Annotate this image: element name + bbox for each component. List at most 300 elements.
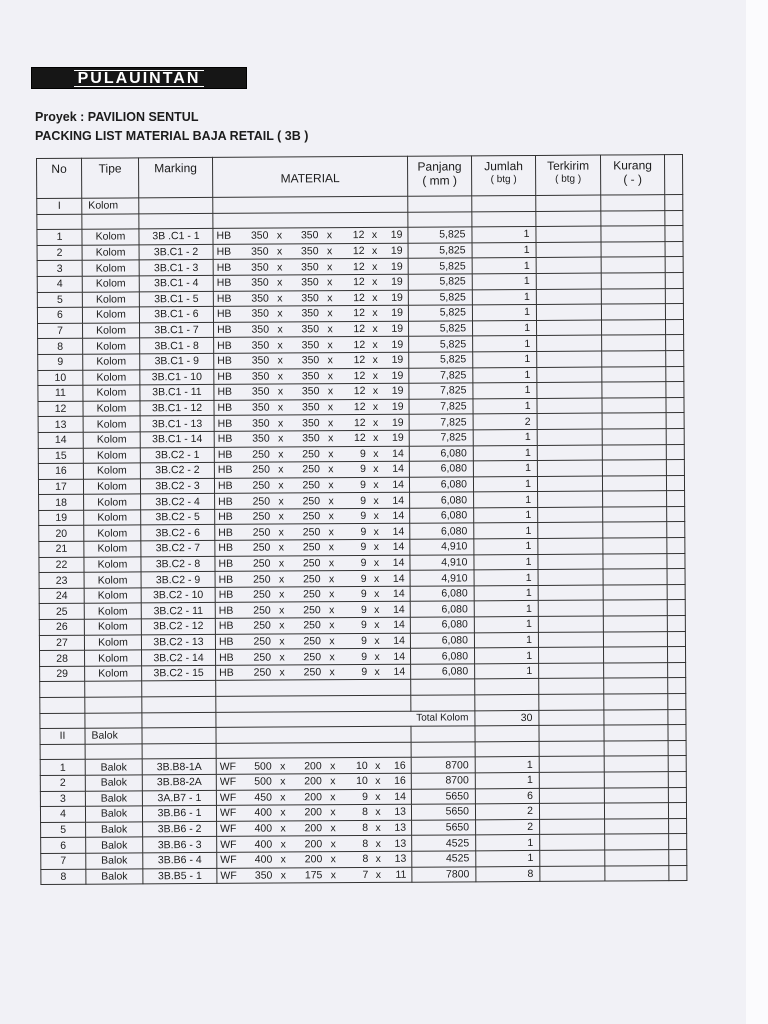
packing-list-table	[36, 154, 687, 885]
cell-terkirim	[536, 226, 601, 242]
cell-kurang	[601, 226, 665, 242]
cell-no: 6	[41, 838, 86, 854]
cell-marking: 3B.C1 - 9	[140, 353, 214, 369]
cell-no: 8	[41, 869, 86, 885]
cell-terkirim	[538, 507, 603, 523]
cell-jumlah: 1	[475, 772, 539, 788]
cell-terkirim	[537, 398, 602, 414]
cell-material: HB 250 x 250 x 9 x 14	[214, 477, 409, 494]
cell-no: 18	[39, 494, 84, 510]
cell-panjang: 6,080	[410, 508, 474, 524]
cell-material: WF 450 x 200 x 9 x 14	[216, 789, 411, 806]
cell-marking: 3B.C2 - 10	[141, 587, 215, 603]
cell-blank	[665, 241, 683, 257]
cell-marking: 3B.C1 - 10	[140, 369, 214, 385]
cell-material: HB 350 x 350 x 12 x 19	[214, 430, 409, 447]
cell-terkirim	[536, 289, 601, 305]
cell-jumlah: 1	[472, 242, 536, 258]
cell-terkirim	[536, 304, 601, 320]
cell-panjang: 7,825	[409, 414, 473, 430]
cell-jumlah: 1	[473, 320, 537, 336]
cell-panjang: 4,910	[410, 539, 474, 555]
cell-kurang	[602, 429, 666, 445]
cell-kurang	[601, 241, 665, 257]
cell-material: HB 250 x 250 x 9 x 14	[215, 602, 410, 619]
cell-marking: 3B.C1 - 5	[139, 291, 213, 307]
cell-blank	[665, 288, 683, 304]
cell-marking: 3B .C1 - 1	[139, 229, 213, 245]
cell-tipe: Kolom	[83, 385, 140, 401]
cell-no: 14	[38, 432, 83, 448]
cell-blank	[667, 506, 685, 522]
cell-blank	[669, 818, 687, 834]
cell-marking: 3B.C1 - 2	[139, 244, 213, 260]
cell-panjang: 7,825	[409, 383, 473, 399]
cell-panjang: 5,825	[409, 321, 473, 337]
cell-tipe: Balok	[86, 853, 143, 869]
cell-blank	[666, 460, 684, 476]
cell-terkirim	[537, 460, 602, 476]
cell-marking: 3B.C2 - 12	[141, 618, 215, 634]
header-marking: Marking	[139, 157, 213, 197]
cell-material: HB 250 x 250 x 9 x 14	[215, 493, 410, 510]
cell-tipe: Kolom	[83, 463, 140, 479]
header-no: No	[37, 158, 82, 198]
cell-blank	[667, 538, 685, 554]
cell-tipe: Balok	[86, 837, 143, 853]
cell-blank	[666, 366, 684, 382]
cell-no: 9	[38, 354, 83, 370]
cell-tipe: Kolom	[83, 369, 140, 385]
cell-panjang: 5650	[411, 788, 475, 804]
cell-terkirim	[537, 413, 602, 429]
cell-no: 7	[41, 853, 86, 869]
cell-marking: 3B.C2 - 4	[141, 494, 215, 510]
cell-jumlah: 1	[472, 289, 536, 305]
cell-panjang: 5,825	[408, 258, 472, 274]
cell-marking: 3B.B6 - 2	[143, 821, 217, 837]
cell-tipe: Kolom	[84, 557, 141, 573]
cell-terkirim	[538, 523, 603, 539]
cell-material: HB 250 x 250 x 9 x 14	[215, 539, 410, 556]
cell-jumlah: 1	[473, 429, 537, 445]
cell-material: HB 350 x 350 x 12 x 19	[214, 337, 409, 354]
cell-kurang	[601, 319, 665, 335]
cell-no: 21	[39, 541, 84, 557]
total-kolom-value: 30	[475, 710, 539, 726]
cell-jumlah: 1	[475, 663, 539, 679]
cell-tipe: Kolom	[82, 229, 139, 245]
cell-material: HB 250 x 250 x 9 x 14	[215, 586, 410, 603]
cell-panjang: 8700	[411, 757, 475, 773]
cell-material: HB 350 x 350 x 12 x 19	[214, 368, 409, 385]
cell-jumlah: 1	[472, 227, 536, 243]
cell-jumlah: 2	[473, 414, 537, 430]
cell-material: HB 250 x 250 x 9 x 14	[215, 617, 410, 634]
cell-jumlah: 8	[476, 866, 540, 882]
cell-no: 27	[39, 635, 84, 651]
cell-blank	[669, 865, 687, 881]
cell-jumlah: 1	[473, 476, 537, 492]
cell-jumlah: 1	[472, 258, 536, 274]
cell-tipe: Kolom	[84, 494, 141, 510]
cell-marking: 3B.C2 - 14	[142, 650, 216, 666]
cell-marking: 3B.B6 - 1	[142, 806, 216, 822]
cell-marking: 3B.C2 - 13	[141, 634, 215, 650]
cell-jumlah: 1	[472, 273, 536, 289]
cell-jumlah: 1	[473, 336, 537, 352]
cell-panjang: 5,825	[408, 305, 472, 321]
cell-material: HB 350 x 350 x 12 x 19	[214, 352, 409, 369]
cell-tipe: Kolom	[82, 276, 139, 292]
cell-kurang	[605, 850, 669, 866]
cell-tipe: Kolom	[82, 260, 139, 276]
cell-marking: 3B.C2 - 1	[140, 447, 214, 463]
cell-material: WF 400 x 200 x 8 x 13	[217, 836, 412, 853]
cell-no: 1	[37, 229, 82, 245]
cell-tipe: Kolom	[84, 510, 141, 526]
cell-tipe: Kolom	[83, 354, 140, 370]
cell-blank	[667, 600, 685, 616]
cell-tipe: Kolom	[84, 619, 141, 635]
document-title: PACKING LIST MATERIAL BAJA RETAIL ( 3B )	[35, 129, 309, 143]
cell-kurang	[604, 787, 668, 803]
cell-kurang	[604, 772, 668, 788]
cell-kurang	[601, 257, 665, 273]
cell-terkirim	[537, 320, 602, 336]
cell-material: HB 250 x 250 x 9 x 14	[215, 570, 410, 587]
cell-kurang	[603, 491, 667, 507]
cell-marking: 3B.B6 - 3	[143, 837, 217, 853]
cell-marking: 3B.B5 - 1	[143, 868, 217, 884]
header-tipe: Tipe	[82, 158, 139, 198]
cell-terkirim	[539, 788, 604, 804]
cell-kurang	[604, 803, 668, 819]
cell-terkirim	[538, 491, 603, 507]
table-row	[41, 865, 687, 885]
header-row	[37, 155, 683, 199]
cell-tipe: Kolom	[82, 307, 139, 323]
cell-no: 7	[38, 323, 83, 339]
cell-terkirim	[537, 445, 602, 461]
cell-material: HB 250 x 250 x 9 x 14	[215, 508, 410, 525]
cell-panjang: 6,080	[411, 664, 475, 680]
cell-material: HB 350 x 350 x 12 x 19	[213, 243, 408, 260]
cell-marking: 3B.C2 - 7	[141, 540, 215, 556]
cell-no: 4	[40, 806, 85, 822]
cell-terkirim	[538, 569, 603, 585]
cell-jumlah: 1	[473, 367, 537, 383]
cell-tipe: Balok	[86, 822, 143, 838]
cell-no: 17	[38, 479, 83, 495]
cell-kurang	[602, 460, 666, 476]
cell-panjang: 5,825	[408, 227, 472, 243]
cell-material: HB 350 x 350 x 12 x 19	[213, 290, 408, 307]
cell-blank	[667, 491, 685, 507]
cell-no: 1	[40, 760, 85, 776]
cell-material: HB 350 x 350 x 12 x 19	[214, 321, 409, 338]
cell-kurang	[602, 475, 666, 491]
cell-jumlah: 1	[473, 383, 537, 399]
cell-kurang	[603, 553, 667, 569]
cell-no: 4	[37, 276, 82, 292]
cell-tipe: Balok	[85, 790, 142, 806]
cell-material: HB 250 x 250 x 9 x 14	[215, 633, 410, 650]
cell-tipe: Balok	[85, 759, 142, 775]
cell-material: HB 350 x 350 x 12 x 19	[213, 274, 408, 291]
header-kurang: Kurang ( - )	[600, 155, 664, 195]
cell-kurang	[601, 273, 665, 289]
cell-blank	[665, 257, 683, 273]
cell-terkirim	[538, 616, 603, 632]
cell-marking: 3B.C2 - 6	[141, 525, 215, 541]
cell-marking: 3B.B8-1A	[142, 759, 216, 775]
cell-terkirim	[539, 772, 604, 788]
cell-blank	[668, 803, 686, 819]
cell-marking: 3A.B7 - 1	[142, 790, 216, 806]
cell-blank	[666, 382, 684, 398]
header-blank	[664, 155, 682, 195]
cell-terkirim	[539, 756, 604, 772]
cell-tipe: Kolom	[84, 572, 141, 588]
cell-material: HB 250 x 250 x 9 x 14	[215, 555, 410, 572]
cell-panjang: 7,825	[409, 399, 473, 415]
cell-marking: 3B.C2 - 2	[140, 463, 214, 479]
cell-blank	[665, 273, 683, 289]
cell-kurang	[604, 756, 668, 772]
packing-list-sheet	[36, 154, 686, 888]
cell-panjang: 6,080	[409, 461, 473, 477]
cell-tipe: Balok	[85, 806, 142, 822]
paper-edge	[746, 0, 768, 1024]
cell-tipe: Kolom	[83, 401, 140, 417]
cell-marking: 3B.C2 - 15	[142, 665, 216, 681]
cell-panjang: 6,080	[410, 586, 474, 602]
cell-kurang	[602, 351, 666, 367]
cell-panjang: 6,080	[409, 477, 473, 493]
cell-panjang: 6,080	[411, 648, 475, 664]
cell-blank	[665, 304, 683, 320]
header-jumlah: Jumlah ( btg )	[471, 155, 535, 195]
cell-jumlah: 1	[474, 554, 538, 570]
cell-blank	[666, 335, 684, 351]
cell-terkirim	[536, 242, 601, 258]
cell-kurang	[604, 662, 668, 678]
cell-jumlah: 1	[473, 445, 537, 461]
cell-no: 13	[38, 417, 83, 433]
cell-jumlah: 1	[474, 601, 538, 617]
cell-kurang	[602, 397, 666, 413]
cell-jumlah: 1	[476, 835, 540, 851]
cell-panjang: 5,825	[408, 274, 472, 290]
cell-blank	[667, 522, 685, 538]
cell-kurang	[603, 631, 667, 647]
cell-terkirim	[540, 834, 605, 850]
cell-panjang: 4,910	[410, 554, 474, 570]
cell-blank	[667, 631, 685, 647]
cell-material: HB 250 x 250 x 9 x 14	[214, 461, 409, 478]
cell-panjang: 6,080	[410, 632, 474, 648]
cell-no: 3	[37, 261, 82, 277]
cell-tipe: Kolom	[84, 541, 141, 557]
cell-marking: 3B.C2 - 9	[141, 572, 215, 588]
cell-panjang: 6,080	[410, 523, 474, 539]
cell-panjang: 6,080	[410, 617, 474, 633]
cell-no: 24	[39, 588, 84, 604]
cell-blank	[667, 569, 685, 585]
cell-panjang: 7,825	[409, 367, 473, 383]
project-line: Proyek : PAVILION SENTUL	[35, 110, 199, 124]
cell-blank	[667, 647, 685, 663]
cell-terkirim	[539, 663, 604, 679]
cell-terkirim	[537, 429, 602, 445]
cell-no: 15	[38, 448, 83, 464]
cell-terkirim	[537, 367, 602, 383]
cell-no: 22	[39, 557, 84, 573]
cell-tipe: Kolom	[84, 588, 141, 604]
cell-no: 23	[39, 572, 84, 588]
cell-tipe: Kolom	[84, 525, 141, 541]
cell-no: 16	[38, 463, 83, 479]
cell-jumlah: 1	[474, 632, 538, 648]
cell-tipe: Kolom	[83, 447, 140, 463]
cell-terkirim	[538, 538, 603, 554]
cell-tipe: Kolom	[83, 338, 140, 354]
cell-panjang: 6,080	[410, 492, 474, 508]
cell-terkirim	[540, 866, 605, 882]
cell-blank	[666, 413, 684, 429]
cell-no: 19	[39, 510, 84, 526]
cell-kurang	[603, 616, 667, 632]
cell-marking: 3B.B6 - 4	[143, 852, 217, 868]
cell-blank	[666, 475, 684, 491]
cell-no: 5	[37, 292, 82, 308]
cell-jumlah: 1	[475, 648, 539, 664]
cell-marking: 3B.C1 - 13	[140, 416, 214, 432]
cell-panjang: 6,080	[409, 445, 473, 461]
header-panjang: Panjang ( mm )	[407, 156, 471, 196]
cell-material: WF 400 x 200 x 8 x 13	[217, 820, 412, 837]
cell-blank	[666, 428, 684, 444]
cell-terkirim	[540, 850, 605, 866]
cell-jumlah: 1	[474, 523, 538, 539]
cell-material: HB 350 x 350 x 12 x 19	[214, 383, 409, 400]
section-row-balok: II Balok	[40, 725, 686, 745]
cell-jumlah: 1	[474, 507, 538, 523]
cell-terkirim	[536, 273, 601, 289]
cell-panjang: 4525	[412, 851, 476, 867]
cell-tipe: Kolom	[83, 432, 140, 448]
cell-tipe: Kolom	[82, 291, 139, 307]
cell-kurang	[605, 834, 669, 850]
table-body	[37, 195, 687, 885]
header-material: MATERIAL	[212, 156, 407, 197]
cell-tipe: Kolom	[84, 634, 141, 650]
cell-terkirim	[538, 585, 603, 601]
cell-panjang: 5,825	[409, 352, 473, 368]
cell-marking: 3B.C1 - 14	[140, 431, 214, 447]
company-logo: PULAUINTAN	[31, 67, 247, 89]
cell-panjang: 8700	[411, 773, 475, 789]
cell-blank	[668, 662, 686, 678]
cell-no: 6	[37, 307, 82, 323]
cell-no: 12	[38, 401, 83, 417]
cell-jumlah: 1	[474, 539, 538, 555]
cell-material: WF 400 x 200 x 8 x 13	[217, 851, 412, 868]
cell-material: WF 500 x 200 x 10 x 16	[216, 773, 411, 790]
cell-tipe: Kolom	[82, 245, 139, 261]
cell-panjang: 7800	[412, 866, 476, 882]
cell-no: 26	[39, 619, 84, 635]
cell-material: WF 500 x 200 x 10 x 16	[216, 758, 411, 775]
cell-material: HB 350 x 350 x 12 x 19	[213, 227, 408, 244]
cell-blank	[669, 834, 687, 850]
cell-blank	[666, 444, 684, 460]
cell-panjang: 7,825	[409, 430, 473, 446]
cell-kurang	[603, 569, 667, 585]
cell-blank	[667, 616, 685, 632]
cell-panjang: 4525	[412, 835, 476, 851]
cell-terkirim	[538, 600, 603, 616]
cell-kurang	[602, 335, 666, 351]
cell-kurang	[601, 304, 665, 320]
cell-kurang	[602, 366, 666, 382]
cell-kurang	[603, 522, 667, 538]
cell-marking: 3B.C1 - 6	[139, 307, 213, 323]
cell-kurang	[605, 818, 669, 834]
cell-no: 3	[40, 791, 85, 807]
cell-panjang: 5650	[411, 804, 475, 820]
cell-blank	[668, 756, 686, 772]
cell-terkirim	[537, 351, 602, 367]
header-terkirim: Terkirim ( btg )	[535, 155, 600, 195]
cell-jumlah: 1	[476, 850, 540, 866]
cell-blank	[669, 849, 687, 865]
cell-tipe: Kolom	[83, 416, 140, 432]
cell-marking: 3B.C2 - 8	[141, 556, 215, 572]
cell-terkirim	[538, 632, 603, 648]
cell-jumlah: 1	[474, 616, 538, 632]
cell-jumlah: 2	[476, 819, 540, 835]
cell-panjang: 5,825	[408, 289, 472, 305]
cell-blank	[666, 397, 684, 413]
cell-panjang: 5650	[412, 820, 476, 836]
cell-marking: 3B.C2 - 3	[140, 478, 214, 494]
cell-terkirim	[537, 335, 602, 351]
cell-kurang	[601, 288, 665, 304]
cell-no: 2	[40, 775, 85, 791]
cell-no: 20	[39, 526, 84, 542]
cell-material: HB 350 x 350 x 12 x 19	[214, 399, 409, 416]
cell-blank	[667, 584, 685, 600]
cell-no: 10	[38, 370, 83, 386]
cell-jumlah: 1	[474, 570, 538, 586]
cell-kurang	[603, 600, 667, 616]
cell-jumlah: 1	[474, 585, 538, 601]
cell-blank	[668, 772, 686, 788]
cell-material: WF 400 x 200 x 8 x 13	[216, 804, 411, 821]
cell-panjang: 4,910	[410, 570, 474, 586]
cell-no: 2	[37, 245, 82, 261]
cell-material: HB 250 x 250 x 9 x 14	[216, 648, 411, 665]
cell-blank	[668, 787, 686, 803]
section-row-kolom: I Kolom	[37, 195, 683, 215]
cell-kurang	[603, 584, 667, 600]
cell-no: 5	[41, 822, 86, 838]
cell-no: 29	[40, 666, 85, 682]
cell-marking: 3B.C2 - 5	[141, 509, 215, 525]
cell-terkirim	[540, 819, 605, 835]
